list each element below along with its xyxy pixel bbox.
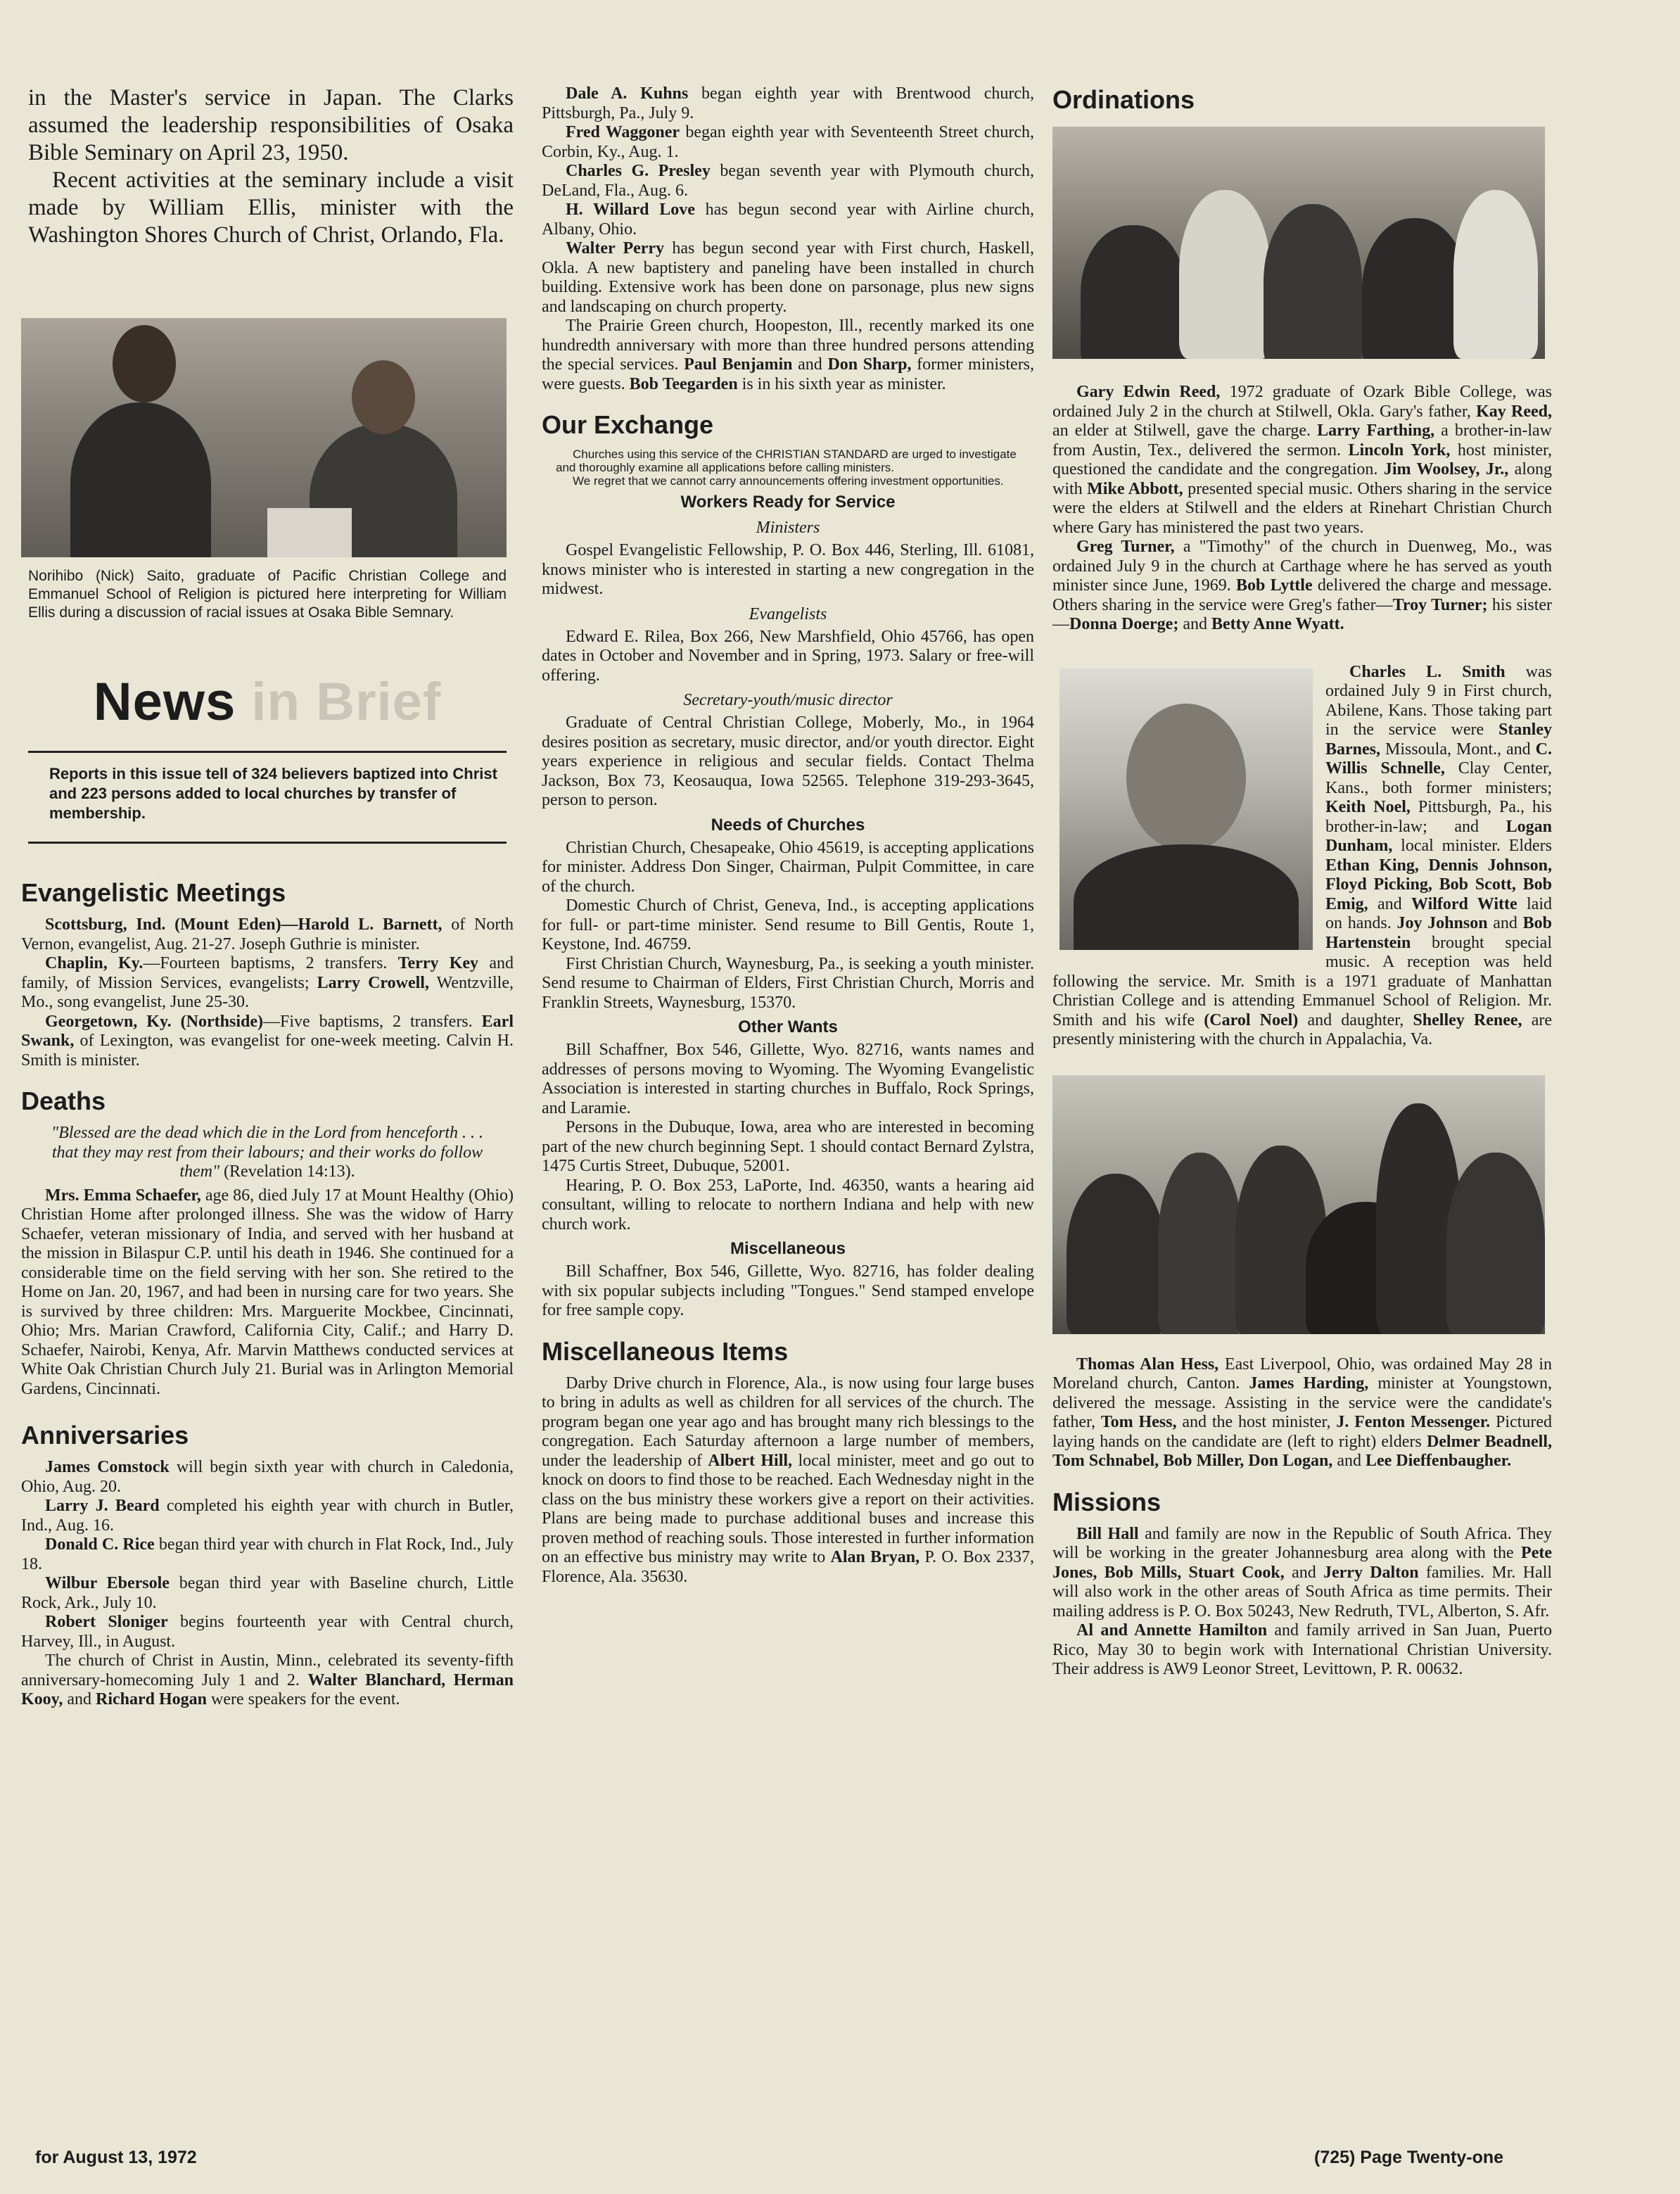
ordination-item: Gary Edwin Reed, 1972 graduate of Ozark Bible College, was ordained July 2 in the church at Stilwell, Okla. Gary's father, Kay Reed, an elder at Stilwell, gave the charge. Larry Farthing, a brother-in-law from Austin, Tex., delivered the sermon. Lincoln York, host minister, questioned the candidate and the congregation. Jim Woolsey, Jr., along with Mike Abbott, presented special music. Others sharing in the service were the elders at Stilwell and the elders at Rinehart Christian Church where Gary has ministered the past two years. [1052,383,1553,537]
heading-missions: Missions [1052,1487,1162,1516]
subheading-ministers: Ministers [756,519,820,537]
smith-ordination [1052,663,1552,1050]
photo-hess-ordination [1052,1075,1545,1334]
news-title-suffix: in Brief [251,672,442,732]
exchange-item: Domestic Church of Christ, Geneva, Ind., is accepting applications for full- or part-time minister. Send resume to Bill Gentis, Route 1, Keystone, Ind. 46759. [542,896,1034,953]
column-middle [542,84,1034,1587]
photo-caption: Norihibo (Nick) Saito, graduate of Pacific Christian College and Emmanuel School of Religion is pictured here interpreting for William Ellis during a discussion of racial issues at Osaka Bible Semnary. [28,568,507,621]
photo-reed-ordination [1052,127,1545,359]
figure [1362,218,1468,359]
exchange-note: Churches using this service of the CHRISTIAN STANDARD are urged to investigate and thoroughly examine all applications before calling ministers. [556,448,1017,474]
anniversary-item: Larry J. Beard completed his eighth year with church in Butler, Ind., Aug. 16. [21,1497,514,1535]
ordination-item: Greg Turner, a "Timothy" of the church in Duenweg, Mo., was ordained July 9 in the church at Carthage where he has served as youth minister since June, 1969. Bob Lyttle delivered the charge and message. Others sharing in the service were Greg's father—Troy Turner; his sister—Donna Doerge; and Betty Anne Wyatt. [1052,538,1553,633]
divider-rule [28,751,507,753]
figure-left-man [70,402,211,557]
ordination-item: Thomas Alan Hess, East Liverpool, Ohio, was ordained May 28 in Moreland church, Canton. James Harding, minister at Youngstown, delivered the message. Assisting in the service were the candidate's father, Tom Hess, and the host minister, J. Fenton Messenger. Pictured laying hands on the candidate are (left to right) elders Delmer Beadnell, Tom Schnabel, Bob Miller, Don Logan, and Lee Dieffenbaugher. [1052,1355,1553,1470]
exchange-item: Bill Schaffner, Box 546, Gillette, Wyo. 82716, has folder dealing with six popular subjects including "Tongues." Send stamped envelope for free sample copy. [542,1262,1034,1319]
footer-page-number: (725) Page Twenty-one [1314,2148,1504,2167]
heading-deaths: Deaths [21,1086,106,1115]
figure [1081,225,1186,359]
mission-item: Al and Annette Hamilton and family arrived in San Juan, Puerto Rico, May 30 to begin work with International Christian University. Their address is AW9 Leonor Street, Levittown, P. R. 00632. [1052,1621,1552,1678]
evangelistic-item: Chaplin, Ky.—Fourteen baptisms, 2 transfers. Terry Key and family, of Mission Services, evangelists; Larry Crowell, Wentzville, Mo., song evangelist, June 25-30. [21,954,514,1011]
subheading-needs-of-churches: Needs of Churches [711,815,865,835]
anniversary-item: Wilbur Ebersole began third year with Baseline church, Little Rock, Ark., July 10. [21,1574,514,1612]
exchange-item: Graduate of Central Christian College, Moberly, Mo., in 1964 desires position as secretary, music director, and/or youth director. Eight years experience in religious and secular fields. Contact Thelma Jackson, Box 73, Keosauqua, Iowa 52565. Telephone 319-293-3645, person to person. [542,714,1034,809]
intro-paragraph-1: in the Master's service in Japan. The Clarks assumed the leadership responsibilities of Osaka Bible Seminary on April 23, 1950. [28,85,514,165]
anniversary-item: The church of Christ in Austin, Minn., celebrated its seventy-fifth anniversary-homecoming July 1 and 2. Walter Blanchard, Herman Kooy, and Richard Hogan were speakers for the event. [21,1651,514,1708]
subheading-evangelists: Evangelists [749,604,827,623]
intro-text [28,84,514,249]
portrait-head [1126,704,1246,851]
podium [267,508,352,557]
exchange-item: Edward E. Rilea, Box 266, New Marshfield, Ohio 45766, has open dates in October and November and in Spring, 1973. Salary or free-will offering. [542,627,1034,685]
deaths-scripture-quote: "Blessed are the dead which die in the Lord from henceforth . . . that they may rest from their labours; and their works do follow them" (Revelation 14:13). [51,1124,483,1181]
misc-item: Darby Drive church in Florence, Ala., is now using four large buses to bring in adults as well as children for all services of the church. The program began one year ago and has brought many rich blessings to the congregation. Each Saturday afternoon a large number of members, under the leadership of Albert Hill, local minister, meet and go out to knock on doors to find those to be reached. Each Wednesday night in the class on the bus ministry these workers give a report on their activities. Plans are being made to purchase additional buses and increase this proven method of reaching souls. Those interested in further information on an effective bus ministry may write to Alan Bryan, P. O. Box 2337, Florence, Ala. 35630. [542,1374,1035,1586]
figure-right-head [352,360,415,434]
news-title-word: News [93,672,236,732]
mission-item: Bill Hall and family are now in the Republic of South Africa. They will be working in the greater Johannesburg area along with the Pete Jones, Bob Mills, Stuart Cook, and Jerry Dalton families. Mr. Hall will also work in the other areas of South Africa as time permits. Their mailing address is P. O. Box 50243, New Redruth, TVL, Alberton, S. Afr. [1052,1524,1553,1621]
anniversary-item: Walter Perry has begun second year with First church, Haskell, Okla. A new baptistery and paneling have been installed in church building. Extensive work has been done on parsonage, plus new signs and landscaping on church property. [542,239,1034,316]
anniversary-item: Charles G. Presley began seventh year with Plymouth church, DeLand, Fla., Aug. 6. [542,162,1034,200]
evangelistic-item: Georgetown, Ky. (Northside)—Five baptisms, 2 transfers. Earl Swank, of Lexington, was evangelist for one-week meeting. Calvin H. Smith is minister. [21,1012,514,1070]
exchange-note: We regret that we cannot carry announcements offering investment opportunities. [573,474,1004,488]
figure [1179,190,1271,359]
exchange-item: Christian Church, Chesapeake, Ohio 45619, is accepting applications for minister. Address Don Singer, Chairman, Pulpit Committee, in care of the church. [542,838,1034,896]
reports-summary: Reports in this issue tell of 324 believers baptized into Christ and 223 persons added to local churches by transfer of membership. [49,765,497,822]
column-left [21,84,514,1710]
news-in-brief-title [21,671,514,733]
subheading-workers-ready: Workers Ready for Service [680,493,896,512]
heading-our-exchange: Our Exchange [542,410,714,439]
anniversary-item: The Prairie Green church, Hoopeston, Ill., recently marked its one hundredth anniversary with more than three hundred persons attending the special services. Paul Benjamin and Don Sharp, former ministers, were guests. Bob Teegarden is in his sixth year as minister. [542,317,1035,393]
intro-paragraph-2: Recent activities at the seminary include a visit made by William Ellis, minister with the Washington Shores Church of Christ, Orlando, Fla. [28,167,514,248]
anniversary-item: Fred Waggoner began eighth year with Seventeenth Street church, Corbin, Ky., Aug. 1. [542,123,1034,161]
exchange-item: Gospel Evangelistic Fellowship, P. O. Box 446, Sterling, Ill. 61081, knows minister who is interested in starting a new congregation in the midwest. [542,541,1034,598]
figure [1453,190,1538,359]
figure [1446,1153,1545,1334]
exchange-notice [556,448,1020,488]
column-right [1052,84,1552,1680]
subheading-secretary: Secretary-youth/music director [683,691,893,709]
exchange-item: Persons in the Dubuque, Iowa, area who are interested in becoming part of the new church beginning Sept. 1 should contact Bernard Zylstra, 1475 Curtis Street, Dubuque, 52001. [542,1118,1034,1175]
subheading-other-wants: Other Wants [738,1017,838,1036]
heading-evangelistic-meetings: Evangelistic Meetings [21,878,286,907]
evangelistic-item: Scottsburg, Ind. (Mount Eden)—Harold L. Barnett, of North Vernon, evangelist, Aug. 21-27. Joseph Guthrie is minister. [21,915,514,953]
anniversary-item: Donald C. Rice began third year with church in Flat Rock, Ind., July 18. [21,1535,514,1573]
exchange-item: Bill Schaffner, Box 546, Gillette, Wyo. 82716, wants names and addresses of persons moving to Wyoming. The Wyoming Evangelistic Association is interested in starting churches in Buffalo, Rock Springs, and Laramie. [542,1041,1034,1117]
anniversary-item: James Comstock will begin sixth year with church in Caledonia, Ohio, Aug. 20. [21,1458,514,1496]
death-notice: Mrs. Emma Schaefer, age 86, died July 17 at Mount Healthy (Ohio) Christian Home after prolonged illness. She was the widow of Harry Schaefer, veteran missionary of India, and served with her husband at the mission in Bilaspur C.P. until his death in 1946. She continued for a considerable time on the field serving with her son. She retired to the Home on Jan. 20, 1967, and had been in nursing care for two years. She is survived by three children: Mrs. Marguerite Mockbee, Cincinnati, Ohio; Mrs. Marian Crawford, California City, Calif.; and Harry D. Schaefer, Nairobi, Kenya, Afr. Marvin Matthews conducted services at White Oak Christian Church July 21. Burial was in Arlington Memorial Gardens, Cincinnati. [21,1186,514,1398]
figure [1067,1174,1165,1334]
heading-ordinations: Ordinations [1052,85,1195,114]
subheading-miscellaneous: Miscellaneous [730,1239,846,1258]
heading-miscellaneous-items: Miscellaneous Items [542,1336,789,1366]
exchange-item: Hearing, P. O. Box 253, LaPorte, Ind. 46350, wants a hearing aid consultant, willing to relocate to northern Indiana and help with new church work. [542,1176,1034,1234]
anniversary-item: Dale A. Kuhns began eighth year with Brentwood church, Pittsburgh, Pa., July 9. [542,84,1034,122]
exchange-item: First Christian Church, Waynesburg, Pa., is seeking a youth minister. Send resume to Chairman of Elders, First Christian Church, Morris and Franklin Streets, Waynesburg, 15370. [542,954,1034,1012]
anniversary-item: Robert Sloniger begins fourteenth year with Central church, Harvey, Ill., in August. [21,1613,514,1651]
figure [1264,204,1362,359]
footer-date: for August 13, 1972 [35,2148,197,2167]
portrait-body [1074,844,1299,950]
heading-anniversaries: Anniversaries [21,1421,189,1450]
figure [1158,1153,1242,1334]
photo-saito-ellis [21,318,507,557]
anniversary-item: H. Willard Love has begun second year with Airline church, Albany, Ohio. [542,201,1034,239]
ordination-item: Charles L. Smith was ordained July 9 in First church, Abilene, Kans. Those taking part in the service were Stanley Barnes, Missoula, Mont., and C. Willis Schnelle, Clay Center, Kans., both former ministers; Keith Noel, Pittsburgh, Pa., his brother-in-law; and Logan Dunham, local minister. Elders Ethan King, Dennis Johnson, Floyd Picking, Bob Scott, Bob Emig, and Wilford Witte laid on hands. Joy Johnson and Bob Hartenstein brought special music. A reception was held following the service. Mr. Smith is a 1971 graduate of Manhattan Christian College and is attending Emmanuel School of Religion. Mr. Smith and his wife (Carol Noel) and daughter, Shelley Renee, are presently ministering with the church in Appalachia, Va. [1052,662,1552,1048]
figure-left-head [113,325,176,402]
photo-charles-smith [1059,668,1313,950]
